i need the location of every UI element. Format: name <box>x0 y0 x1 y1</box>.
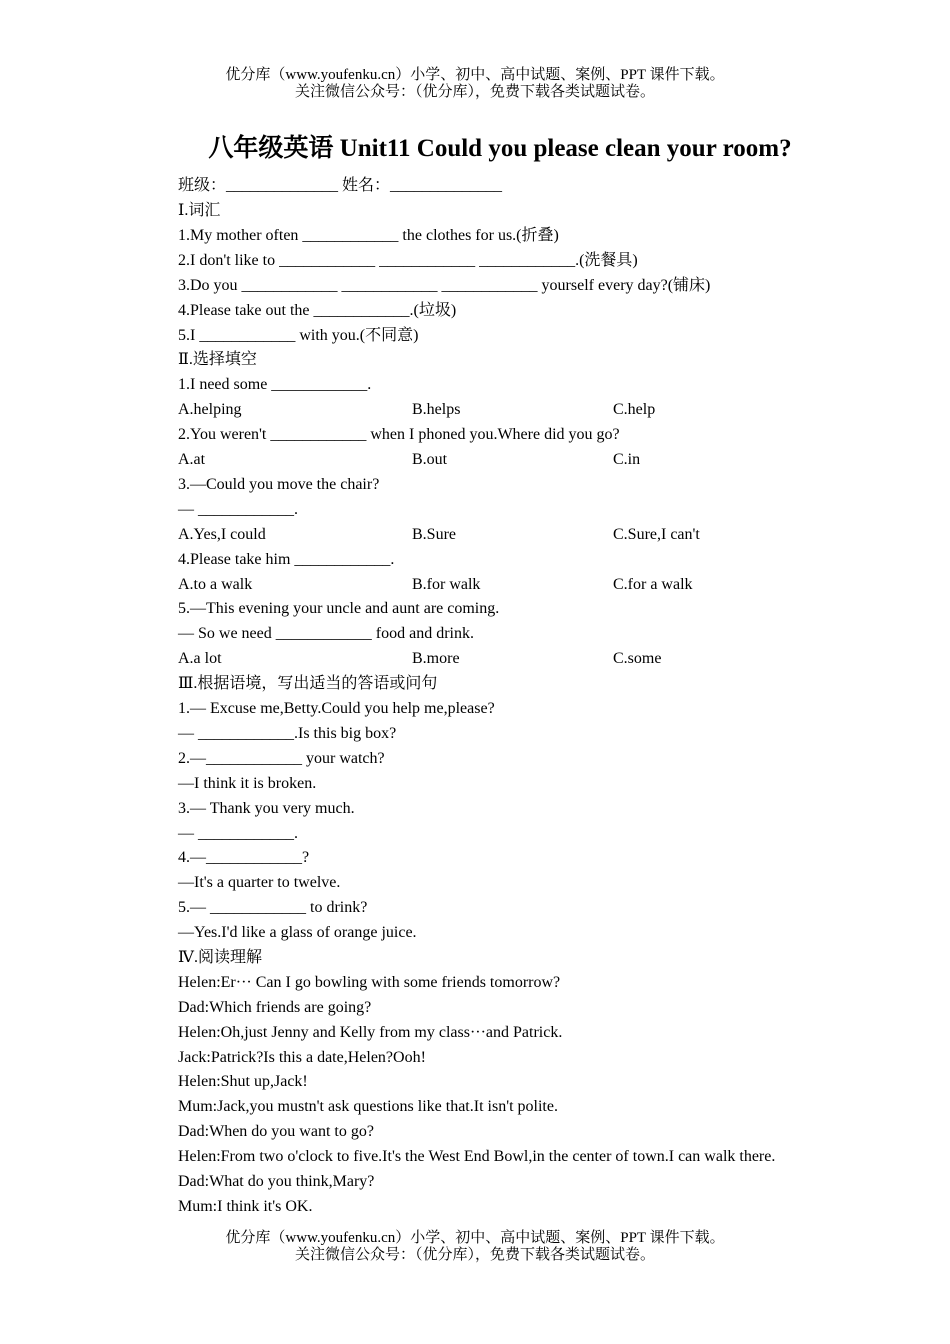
footer-line-2: 关注微信公众号：（优分库），免费下载各类试题试卷。 <box>294 1247 655 1263</box>
q4-option-c: C.for a walk <box>613 576 693 593</box>
dialog-line: — ____________.Is this big box? <box>178 725 397 742</box>
q3-option-c: C.Sure,I can't <box>613 526 700 543</box>
vocab-item-1: 1.My mother often ____________ the clothes for us.(折叠) <box>178 227 559 244</box>
document-title: 八年级英语 Unit11 Could you please clean your room? <box>208 135 792 162</box>
choice-question-2: 2.You weren't ____________ when I phoned you.Where did you go? <box>178 426 620 443</box>
q1-option-b: B.helps <box>412 401 461 418</box>
dialog-line: —Yes.I'd like a glass of orange juice. <box>178 924 417 941</box>
page-header <box>0 67 950 101</box>
dialog-line: 1.— Excuse me,Betty.Could you help me,please? <box>178 700 495 717</box>
q5-option-a: A.a lot <box>178 650 222 667</box>
dialog-line: 5.— ____________ to drink? <box>178 899 368 916</box>
dialog-line: — ____________. <box>178 825 298 842</box>
q4-option-b: B.for walk <box>412 576 481 593</box>
choice-question-5-reply: — So we need ____________ food and drink. <box>178 625 474 642</box>
q2-option-a: A.at <box>178 451 206 468</box>
reading-line: Jack:Patrick?Is this a date,Helen?Ooh! <box>178 1049 426 1066</box>
vocab-item-2: 2.I don't like to ____________ ____________ ____________.(洗餐具) <box>178 252 638 269</box>
dialog-line: —I think it is broken. <box>178 775 317 792</box>
header-line-1: 优分库（www.youfenku.cn）小学、初中、高中试题、案例、PPT 课件下载。 <box>225 67 725 83</box>
reading-line: Dad:What do you think,Mary? <box>178 1173 375 1190</box>
section-4-heading: Ⅳ.阅读理解 <box>178 949 262 966</box>
q5-option-b: B.more <box>412 650 460 667</box>
section-3-heading: Ⅲ.根据语境，写出适当的答语或问句 <box>178 675 438 692</box>
section-1-heading: Ⅰ.词汇 <box>178 202 221 219</box>
reading-line: Dad:When do you want to go? <box>178 1123 374 1140</box>
dialog-line: 4.—____________? <box>178 849 310 866</box>
dialog-line: —It's a quarter to twelve. <box>178 874 341 891</box>
reading-line: Dad:Which friends are going? <box>178 999 372 1016</box>
reading-line: Helen:Shut up,Jack! <box>178 1073 308 1090</box>
choice-question-4: 4.Please take him ____________. <box>178 551 395 568</box>
reading-line: Helen:From two o'clock to five.It's the West End Bowl,in the center of town.I can walk there. <box>178 1148 776 1165</box>
vocab-item-4: 4.Please take out the ____________.(垃圾) <box>178 302 457 319</box>
vocab-item-5: 5.I ____________ with you.(不同意) <box>178 327 419 344</box>
q1-option-a: A.helping <box>178 401 242 418</box>
choice-question-3-reply: — ____________. <box>178 501 298 518</box>
choice-question-1: 1.I need some ____________. <box>178 376 372 393</box>
q4-option-a: A.to a walk <box>178 576 253 593</box>
q2-option-c: C.in <box>613 451 641 468</box>
reading-line: Helen:Er··· Can I go bowling with some friends tomorrow? <box>178 974 561 991</box>
q3-option-a: A.Yes,I could <box>178 526 266 543</box>
dialog-line: 3.— Thank you very much. <box>178 800 355 817</box>
footer-line-1: 优分库（www.youfenku.cn）小学、初中、高中试题、案例、PPT 课件下载。 <box>225 1230 725 1246</box>
reading-line: Helen:Oh,just Jenny and Kelly from my class···and Patrick. <box>178 1024 563 1041</box>
choice-question-3: 3.—Could you move the chair? <box>178 476 380 493</box>
q5-option-c: C.some <box>613 650 662 667</box>
page-footer <box>0 1230 950 1264</box>
choice-question-5: 5.—This evening your uncle and aunt are coming. <box>178 600 500 617</box>
q1-option-c: C.help <box>613 401 656 418</box>
class-name-fields: 班级：______________ 姓名：______________ <box>178 177 503 194</box>
header-line-2: 关注微信公众号：（优分库），免费下载各类试题试卷。 <box>294 84 655 100</box>
q3-option-b: B.Sure <box>412 526 456 543</box>
reading-line: Mum:Jack,you mustn't ask questions like that.It isn't polite. <box>178 1098 558 1115</box>
q2-option-b: B.out <box>412 451 448 468</box>
reading-line: Mum:I think it's OK. <box>178 1198 313 1215</box>
vocab-item-3: 3.Do you ____________ ____________ ____________ yourself every day?(铺床) <box>178 277 711 294</box>
section-2-heading: Ⅱ.选择填空 <box>178 351 257 368</box>
dialog-line: 2.—____________ your watch? <box>178 750 385 767</box>
